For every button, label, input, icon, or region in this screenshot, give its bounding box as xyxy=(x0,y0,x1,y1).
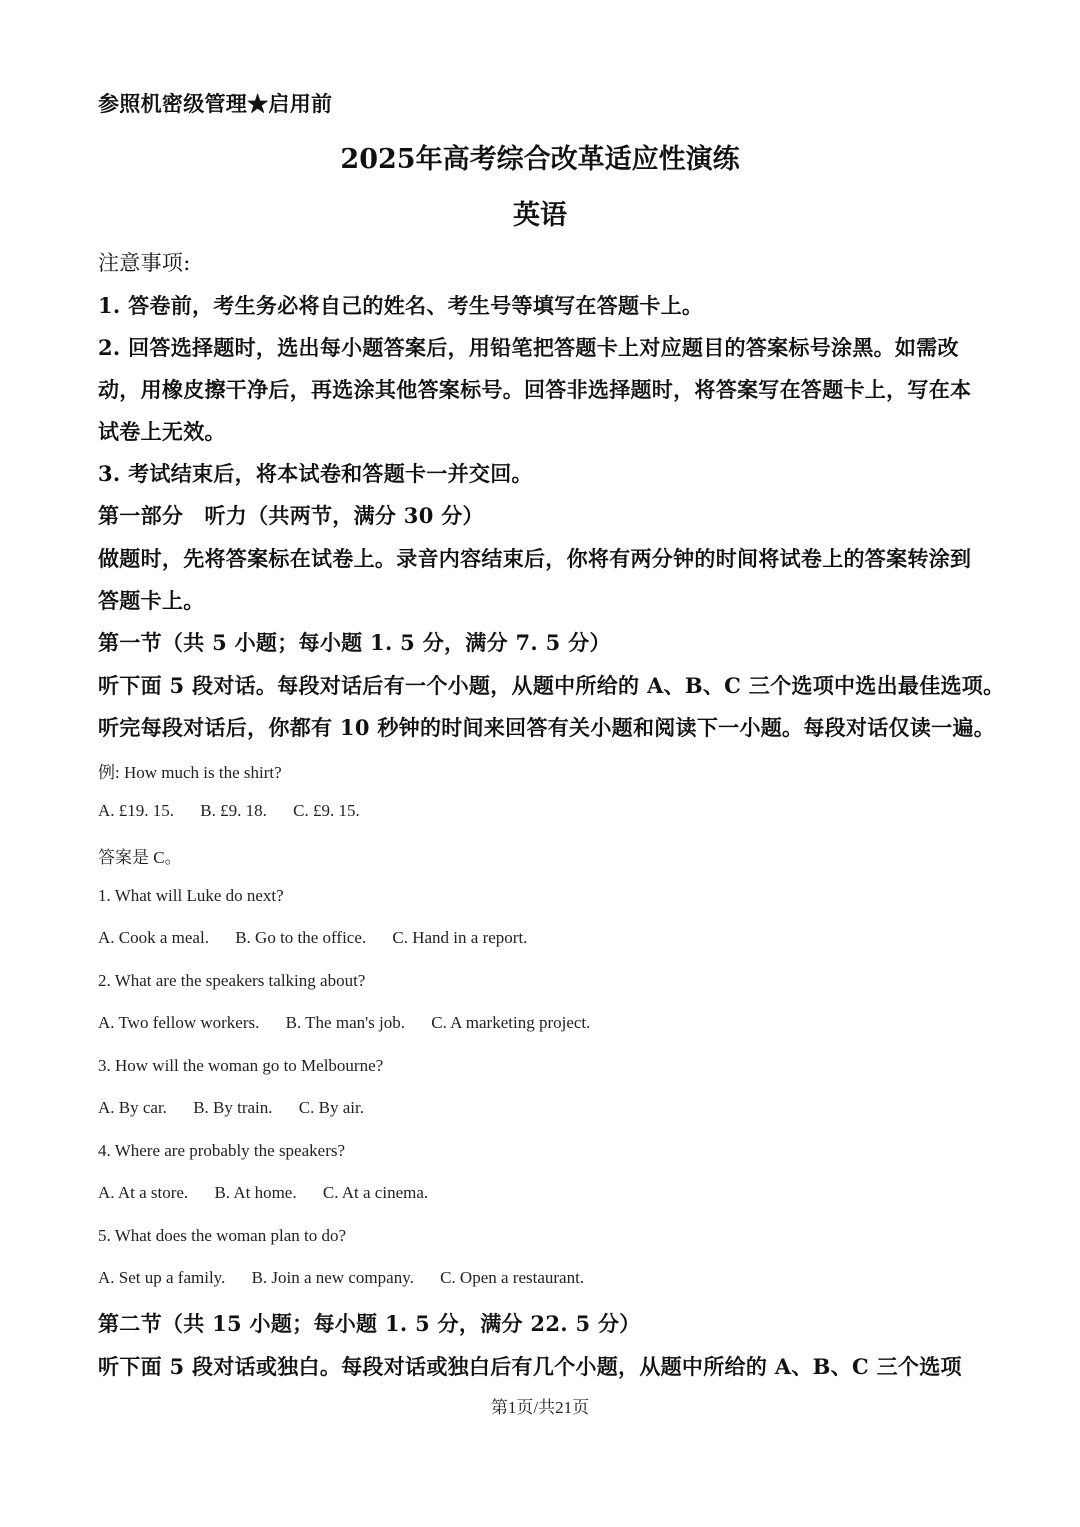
note-item-3: 3. 考试结束后，将本试卷和答题卡一并交回。 xyxy=(98,461,533,486)
question-5-option-c: C. Open a restaurant. xyxy=(440,1268,585,1287)
question-1-option-b: B. Go to the office. xyxy=(235,928,367,947)
note-item-2-line-3: 试卷上无效。 xyxy=(98,419,226,444)
question-2: 2. What are the speakers talking about? xyxy=(98,971,366,990)
question-4-option-c: C. At a cinema. xyxy=(322,1183,429,1202)
part1-instruction-line-1: 做题时，先将答案标在试卷上。录音内容结束后，你将有两分钟的时间将试卷上的答案转涂到 xyxy=(98,546,972,571)
question-4-options xyxy=(98,1183,428,1203)
page-number: 第1页/共21页 xyxy=(490,1398,590,1417)
example-answer: 答案是 C。 xyxy=(98,848,182,867)
note-item-2-line-2: 动，用橡皮擦干净后，再选涂其他答案标号。回答非选择题时，将答案写在答题卡上，写在本 xyxy=(98,377,972,402)
notes-heading: 注意事项: xyxy=(98,251,191,275)
question-5-option-b: B. Join a new company. xyxy=(251,1268,414,1287)
question-4: 4. Where are probably the speakers? xyxy=(98,1141,346,1160)
section1-instruction-line-2: 听完每段对话后，你都有 10 秒钟的时间来回答有关小题和阅读下一小题。每段对话仅读一遍。 xyxy=(98,715,996,740)
question-2-option-a: A. Two fellow workers. xyxy=(98,1013,260,1032)
section2-instruction-line-1: 听下面 5 段对话或独白。每段对话或独白后有几个小题，从题中所给的 A、B、C 三个选项 xyxy=(98,1354,962,1379)
subject-title: 英语 xyxy=(513,200,567,231)
example-option-c: C. £9. 15. xyxy=(293,801,360,820)
question-5-option-a: A. Set up a family. xyxy=(98,1268,226,1287)
question-1-option-c: C. Hand in a report. xyxy=(392,928,528,947)
question-4-option-a: A. At a store. xyxy=(98,1183,189,1202)
question-2-option-b: B. The man's job. xyxy=(285,1013,406,1032)
example-option-a: A. £19. 15. xyxy=(98,801,175,820)
question-4-option-b: B. At home. xyxy=(214,1183,297,1202)
confidentiality-label: 参照机密级管理★启用前 xyxy=(98,91,333,116)
part1-heading: 第一部分 听力（共两节，满分 30 分） xyxy=(98,503,484,528)
example-options xyxy=(98,801,360,821)
question-2-options xyxy=(98,1013,590,1033)
question-1-options xyxy=(98,928,527,948)
question-5-options xyxy=(98,1268,584,1288)
example-question: 例: How much is the shirt? xyxy=(98,763,282,782)
note-item-2-line-1: 2. 回答选择题时，选出每小题答案后，用铅笔把答题卡上对应题目的答案标号涂黑。如需改 xyxy=(98,335,959,360)
question-3-option-b: B. By train. xyxy=(193,1098,273,1117)
section1-heading: 第一节（共 5 小题；每小题 1. 5 分，满分 7. 5 分） xyxy=(98,630,611,655)
question-3-option-c: C. By air. xyxy=(298,1098,364,1117)
question-1: 1. What will Luke do next? xyxy=(98,886,284,905)
note-item-1: 1. 答卷前，考生务必将自己的姓名、考生号等填写在答题卡上。 xyxy=(98,293,704,318)
question-5: 5. What does the woman plan to do? xyxy=(98,1226,347,1245)
section1-instruction-line-1: 听下面 5 段对话。每段对话后有一个小题，从题中所给的 A、B、C 三个选项中选出最佳选项。 xyxy=(98,673,1005,698)
part1-instruction-line-2: 答题卡上。 xyxy=(98,588,205,613)
question-3: 3. How will the woman go to Melbourne? xyxy=(98,1056,384,1075)
section2-heading: 第二节（共 15 小题；每小题 1. 5 分，满分 22. 5 分） xyxy=(98,1311,641,1336)
example-option-b: B. £9. 18. xyxy=(200,801,267,820)
exam-title: 2025年高考综合改革适应性演练 xyxy=(340,144,740,175)
question-3-option-a: A. By car. xyxy=(98,1098,167,1117)
question-2-option-c: C. A marketing project. xyxy=(431,1013,591,1032)
question-1-option-a: A. Cook a meal. xyxy=(98,928,209,947)
question-3-options xyxy=(98,1098,364,1118)
